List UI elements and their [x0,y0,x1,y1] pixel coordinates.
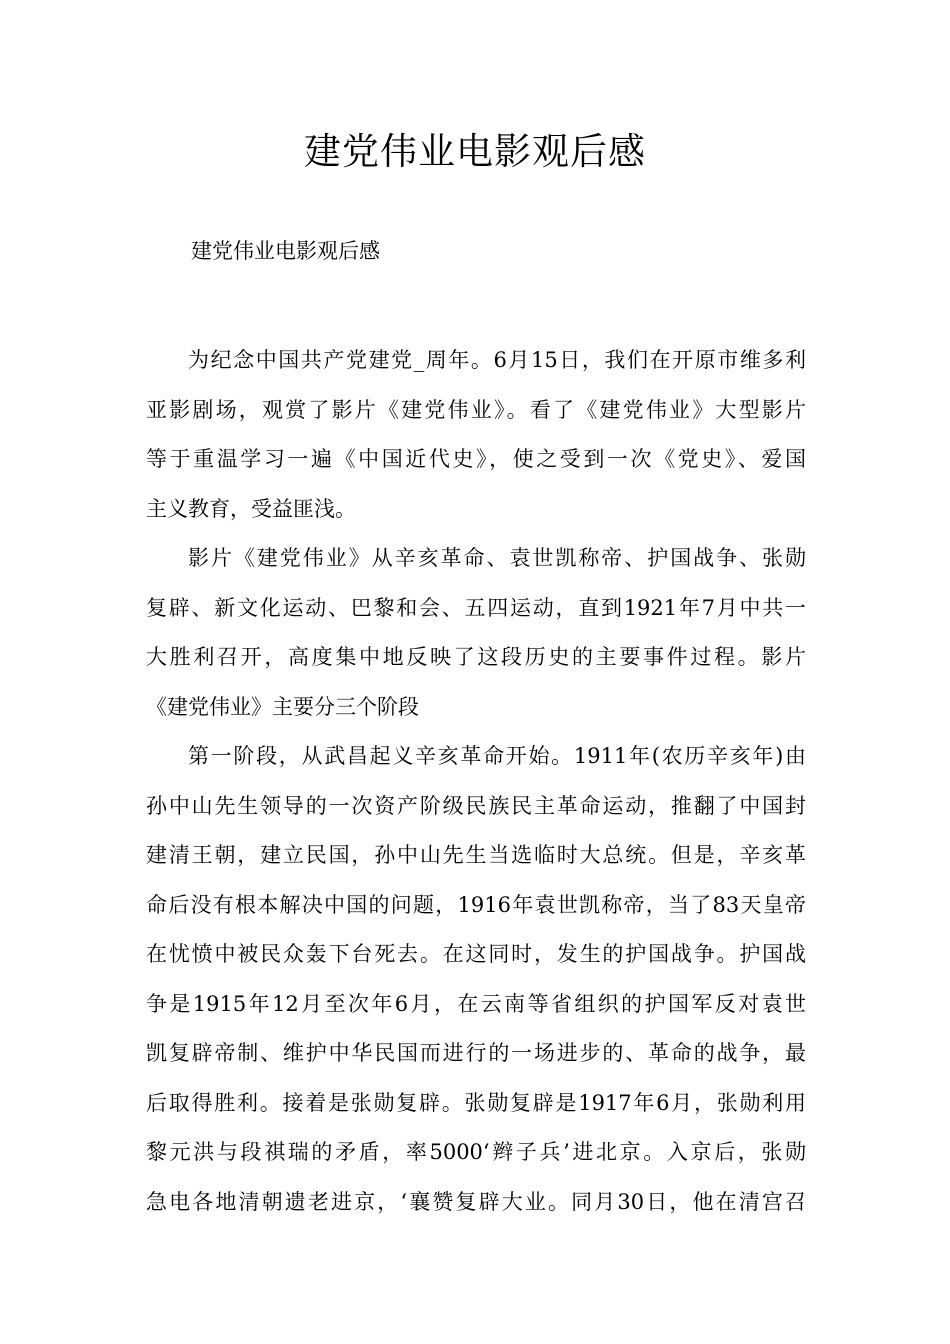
text-line: 《建党伟业》主要分三个阶段 [146,694,419,719]
text-line: 建清王朝，建立民国，孙中山先生当选临时大总统。但是，辛亥革 [146,843,806,867]
text-line: 影片《建党伟业》从辛亥革命、袁世凯称帝、护国战争、张勋 [188,546,806,570]
text-line: 凯复辟帝制、维护中华民国而进行的一场进步的、革命的战争，最 [146,1041,806,1065]
paragraph-1 [146,336,806,534]
text-line: 命后没有根本解决中国的问题，1916年袁世凯称帝，当了83天皇帝 [146,892,806,917]
document-subtitle: 建党伟业电影观后感 [191,239,380,263]
text-line: 急电各地清朝遗老进京，‘襄赞复辟大业。同月30日，他在清宫召 [146,1189,806,1214]
text-line: 亚影剧场，观赏了影片《建党伟业》。看了《建党伟业》大型影片 [146,397,806,422]
document-title: 建党伟业电影观后感 [304,130,646,173]
text-line: 大胜利召开，高度集中地反映了这段历史的主要事件过程。影片 [146,645,806,669]
text-line: 复辟、新文化运动、巴黎和会、五四运动，直到1921年7月中共一 [146,595,806,620]
text-line: 后取得胜利。接着是张勋复辟。张勋复辟是1917年6月，张勋利用 [146,1090,806,1115]
text-line: 孙中山先生领导的一次资产阶级民族民主革命运动，推翻了中国封 [146,793,806,818]
paragraph-2 [146,534,806,732]
text-line: 黎元洪与段祺瑞的矛盾，率5000‘辫子兵’进北京。入京后，张勋 [146,1140,806,1164]
text-line: 主义教育，受益匪浅。 [146,496,356,521]
text-line: 等于重温学习一遍《中国近代史》，使之受到一次《党史》、爱国 [146,447,806,471]
document-body [146,336,806,1227]
text-line: 争是1915年12月至次年6月，在云南等省组织的护国军反对袁世 [146,991,806,1016]
text-line: 在忧愤中被民众轰下台死去。在这同时，发生的护国战争。护国战 [146,942,806,966]
paragraph-3 [146,732,806,1227]
text-line: 为纪念中国共产党建党_周年。6月15日，我们在开原市维多利 [188,348,806,372]
text-line: 第一阶段，从武昌起义辛亥革命开始。1911年(农历辛亥年)由 [188,744,806,768]
